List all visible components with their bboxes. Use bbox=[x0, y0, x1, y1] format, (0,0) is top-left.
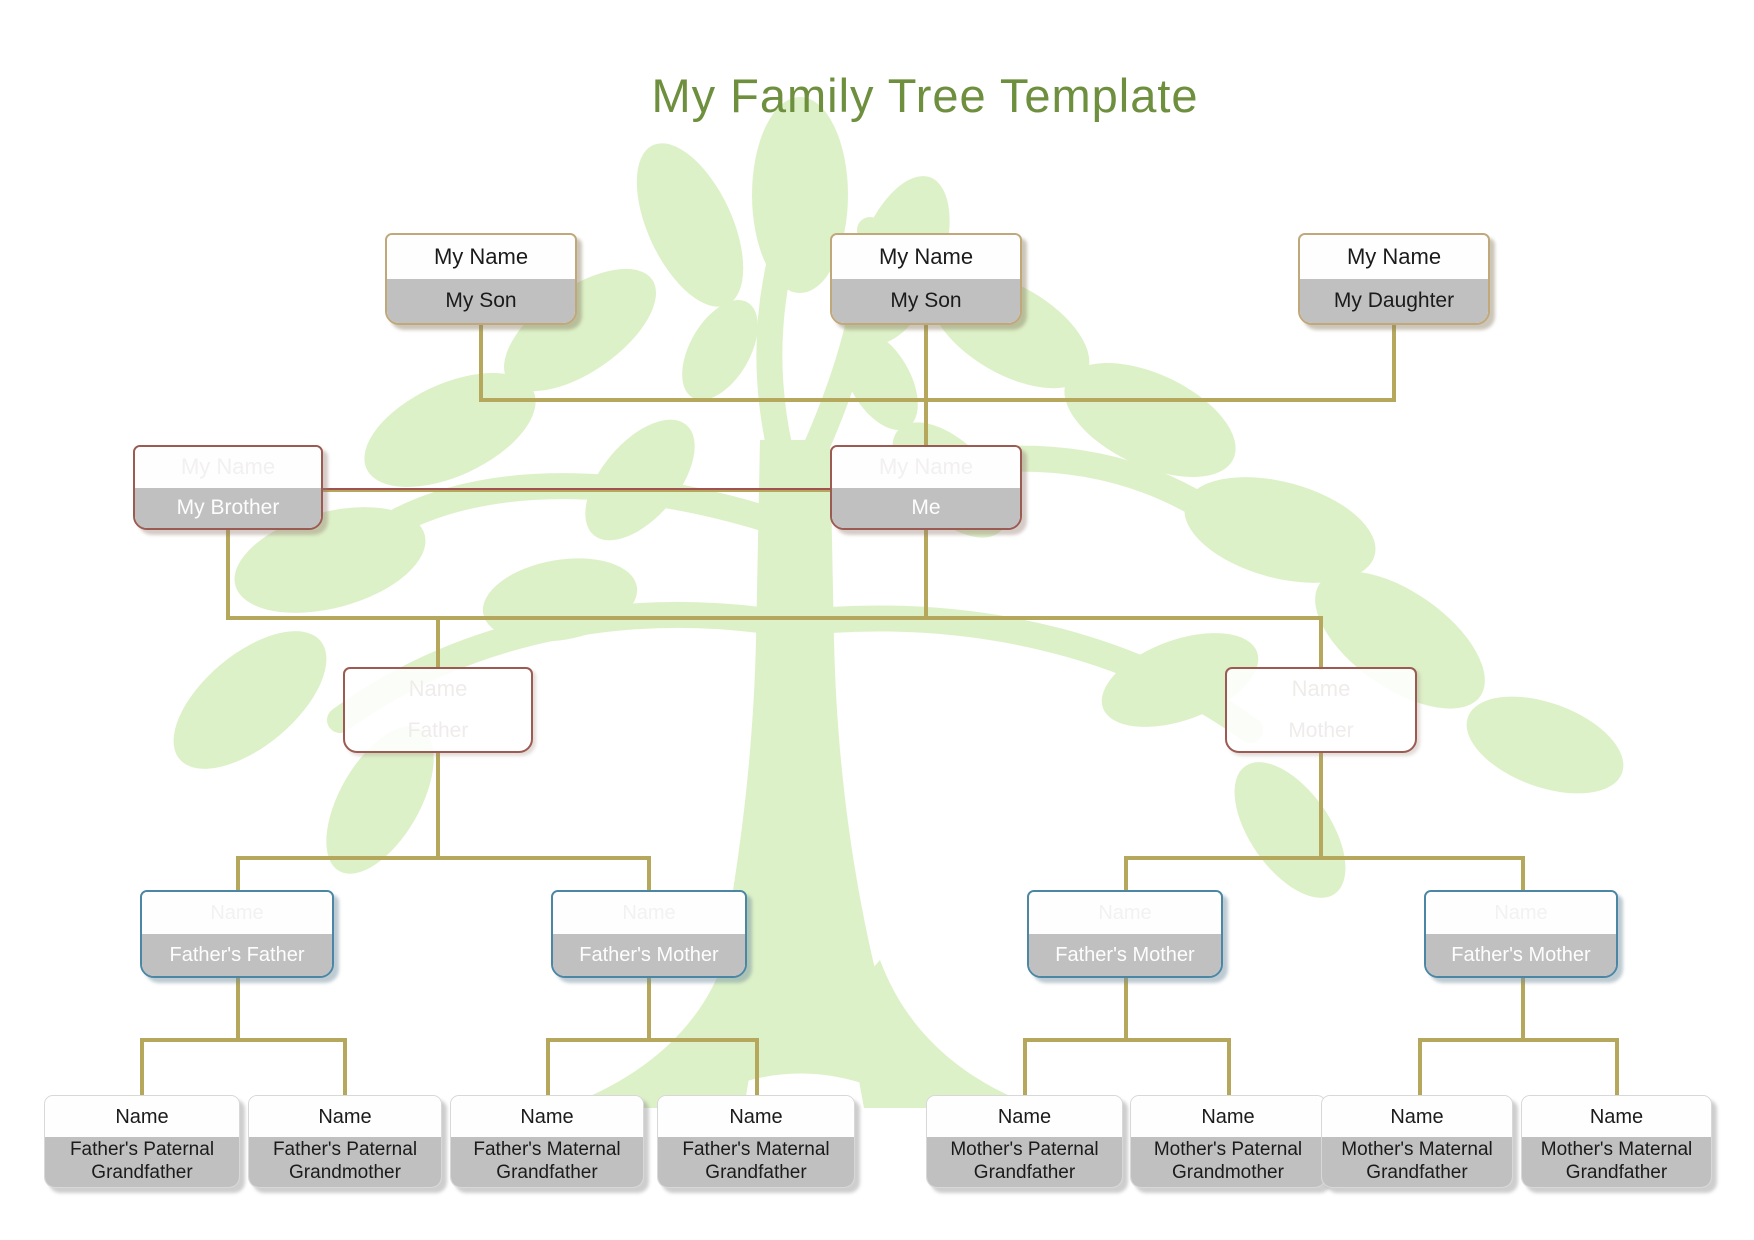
name-field: Name bbox=[1131, 1096, 1325, 1137]
role-field: Me bbox=[832, 488, 1020, 529]
node-grandparent-1[interactable] bbox=[140, 890, 334, 978]
connector-line bbox=[226, 616, 1323, 620]
role-field: My Daughter bbox=[1300, 279, 1488, 323]
connector-line bbox=[140, 1038, 144, 1095]
node-great-grandparent-5[interactable] bbox=[926, 1095, 1123, 1188]
node-brother[interactable] bbox=[133, 445, 323, 530]
node-great-grandparent-4[interactable] bbox=[657, 1095, 855, 1188]
connector-line bbox=[1124, 978, 1128, 1042]
name-field: Name bbox=[1522, 1096, 1711, 1137]
name-field: Name bbox=[142, 892, 332, 934]
connector-line bbox=[226, 530, 230, 620]
role-field: Father's Mother bbox=[1426, 934, 1616, 976]
sibling-connector-line bbox=[323, 490, 830, 492]
node-son-1[interactable] bbox=[385, 233, 577, 325]
role-field: Father's Mother bbox=[553, 934, 745, 976]
name-field: Name bbox=[553, 892, 745, 934]
connector-line bbox=[1227, 1038, 1231, 1095]
node-grandparent-2[interactable] bbox=[551, 890, 747, 978]
node-grandparent-4[interactable] bbox=[1424, 890, 1618, 978]
connector-line bbox=[546, 1038, 759, 1042]
name-field: My Name bbox=[387, 235, 575, 279]
connector-line bbox=[1124, 856, 1128, 892]
role-field: Mother's Maternal Grandfather bbox=[1522, 1137, 1711, 1187]
page-title: My Family Tree Template bbox=[651, 69, 1199, 122]
role-field: Father's Mother bbox=[1029, 934, 1221, 976]
name-field: Name bbox=[658, 1096, 854, 1137]
name-field: Name bbox=[1322, 1096, 1512, 1137]
connector-line bbox=[1319, 616, 1323, 670]
connector-line bbox=[436, 753, 440, 860]
connector-line bbox=[1124, 856, 1525, 860]
connector-line bbox=[140, 1038, 347, 1042]
node-son-2[interactable] bbox=[830, 233, 1022, 325]
role-field: Father's Paternal Grandfather bbox=[45, 1137, 239, 1187]
connector-line bbox=[1418, 1038, 1422, 1095]
role-field: Father bbox=[407, 718, 469, 742]
name-field: My Name bbox=[135, 447, 321, 488]
role-field: Mother's Maternal Grandfather bbox=[1322, 1137, 1512, 1187]
node-great-grandparent-8[interactable] bbox=[1521, 1095, 1712, 1188]
connector-line bbox=[924, 325, 928, 447]
connector-line bbox=[647, 856, 651, 892]
role-field: My Son bbox=[832, 279, 1020, 323]
name-field: My Name bbox=[832, 447, 1020, 488]
name-field: Name bbox=[45, 1096, 239, 1137]
connector-line bbox=[1023, 1038, 1231, 1042]
name-field: Name bbox=[1426, 892, 1616, 934]
role-field: Father's Paternal Grandmother bbox=[249, 1137, 441, 1187]
connector-line bbox=[343, 1038, 347, 1095]
node-great-grandparent-7[interactable] bbox=[1321, 1095, 1513, 1188]
connector-line bbox=[236, 978, 240, 1042]
connector-line bbox=[1521, 978, 1525, 1042]
node-mother[interactable] bbox=[1225, 667, 1417, 753]
role-field: My Son bbox=[387, 279, 575, 323]
name-field: My Name bbox=[1300, 235, 1488, 279]
connector-line bbox=[1418, 1038, 1619, 1042]
node-great-grandparent-1[interactable] bbox=[44, 1095, 240, 1188]
node-daughter[interactable] bbox=[1298, 233, 1490, 325]
name-field: Name bbox=[1291, 676, 1351, 702]
connector-line bbox=[479, 398, 1396, 402]
connector-line bbox=[546, 1038, 550, 1095]
name-field: Name bbox=[451, 1096, 643, 1137]
node-me[interactable] bbox=[830, 445, 1022, 530]
name-field: Name bbox=[1029, 892, 1221, 934]
role-field: Mother's Paternal Grandmother bbox=[1131, 1137, 1325, 1187]
connector-line bbox=[236, 856, 240, 892]
connector-line bbox=[479, 325, 483, 402]
node-father[interactable] bbox=[343, 667, 533, 753]
role-field: Father's Maternal Grandfather bbox=[451, 1137, 643, 1187]
role-field: Mother bbox=[1288, 718, 1354, 742]
role-field: Father's Maternal Grandfather bbox=[658, 1137, 854, 1187]
role-field: Father's Father bbox=[142, 934, 332, 976]
name-field: Name bbox=[408, 676, 468, 702]
connector-line bbox=[1319, 753, 1323, 860]
name-field: My Name bbox=[832, 235, 1020, 279]
node-grandparent-3[interactable] bbox=[1027, 890, 1223, 978]
name-field: Name bbox=[927, 1096, 1122, 1137]
connector-line bbox=[1023, 1038, 1027, 1095]
name-field: Name bbox=[249, 1096, 441, 1137]
node-great-grandparent-6[interactable] bbox=[1130, 1095, 1326, 1188]
connector-line bbox=[1392, 325, 1396, 402]
connector-line bbox=[924, 530, 928, 620]
node-great-grandparent-2[interactable] bbox=[248, 1095, 442, 1188]
node-great-grandparent-3[interactable] bbox=[450, 1095, 644, 1188]
role-field: Mother's Paternal Grandfather bbox=[927, 1137, 1122, 1187]
connector-line bbox=[1521, 856, 1525, 892]
connector-line bbox=[236, 856, 651, 860]
connector-line bbox=[647, 978, 651, 1042]
role-field: My Brother bbox=[135, 488, 321, 529]
connector-line bbox=[1615, 1038, 1619, 1095]
connector-line bbox=[755, 1038, 759, 1095]
connector-line bbox=[436, 616, 440, 669]
